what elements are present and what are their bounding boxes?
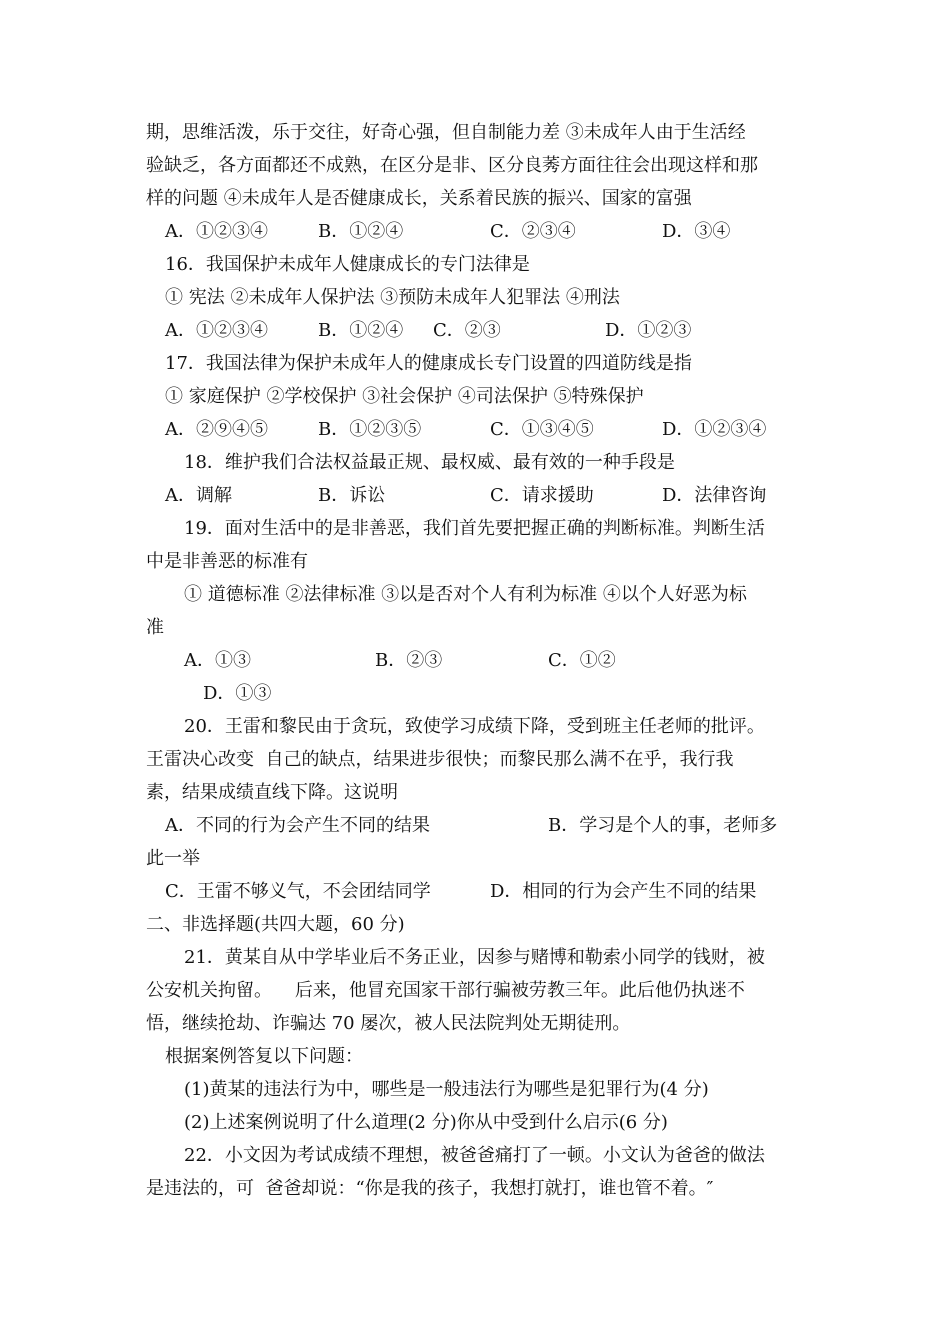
q20-stem: 素，结果成绩直线下降。这说明 [146,782,398,803]
q22-text: 是违法的，可 爸爸却说：“你是我的孩子，我想打就打，谁也管不着。″ [146,1178,714,1199]
q20-option-b-cont: 此一举 [146,848,200,869]
q16-option-c: C．②③ [433,320,501,341]
q19-items: ① 道德标准 ②法律标准 ③以是否对个人有利为标准 ④以个人好恶为标 [184,584,747,605]
q18-option-b: B．诉讼 [318,485,386,506]
q19-stem: 中是非善恶的标准有 [146,551,308,572]
q17-option-b: B．①②③⑤ [318,419,422,440]
q21-text: 悟，继续抢劫、诈骗达 70 屡次，被人民法院判处无期徒刑。 [146,1013,631,1034]
q18-option-a: A．调解 [165,485,232,506]
q18-option-c: C．请求援助 [490,485,594,506]
q19-option-c: C．①② [548,650,616,671]
q19-option-a: A．①③ [184,650,251,671]
q21-part-2: (2)上述案例说明了什么道理(2 分)你从中受到什么启示(6 分) [184,1112,668,1133]
q15-option-b: B．①②④ [318,221,404,242]
q20-option-a: A．不同的行为会产生不同的结果 [165,815,430,836]
q16-items: ① 宪法 ②未成年人保护法 ③预防未成年人犯罪法 ④刑法 [165,287,620,308]
q20-option-b: B．学习是个人的事，老师多 [548,815,778,836]
q21-instruction: 根据案例答复以下问题： [165,1046,363,1067]
q16-option-a: A．①②③④ [165,320,268,341]
q20-stem: 20．王雷和黎民由于贪玩，致使学习成绩下降，受到班主任老师的批评。 [184,716,765,737]
q20-stem: 王雷决心改变 自己的缺点，结果进步很快；而黎民那么满不在乎，我行我 [146,749,734,770]
q17-option-d: D．①②③④ [662,419,767,440]
q15-option-a: A．①②③④ [165,221,268,242]
q15-option-c: C．②③④ [490,221,576,242]
text-line: 期，思维活泼，乐于交往，好奇心强，但自制能力差 ③未成年人由于生活经 [146,122,746,143]
q22-text: 22．小文因为考试成绩不理想，被爸爸痛打了一顿。小文认为爸爸的做法 [184,1145,765,1166]
q19-option-d: D．①③ [203,683,272,704]
q21-part-1: (1)黄某的违法行为中，哪些是一般违法行为哪些是犯罪行为(4 分) [184,1079,709,1100]
q17-option-c: C．①③④⑤ [490,419,594,440]
q20-option-c: C．王雷不够义气，不会团结同学 [165,881,431,902]
q17-items: ① 家庭保护 ②学校保护 ③社会保护 ④司法保护 ⑤特殊保护 [165,386,644,407]
q17-stem: 17．我国法律为保护未成年人的健康成长专门设置的四道防线是指 [165,353,692,374]
q17-option-a: A．②⑨④⑤ [165,419,268,440]
q21-text: 21．黄某自从中学毕业后不务正业，因参与赌博和勒索小同学的钱财，被 [184,947,765,968]
q18-option-d: D．法律咨询 [662,485,767,506]
text-line: 验缺乏，各方面都还不成熟，在区分是非、区分良莠方面往往会出现这样和那 [146,155,758,176]
q19-items: 准 [146,617,164,638]
q16-stem: 16．我国保护未成年人健康成长的专门法律是 [165,254,530,275]
text-line: 样的问题 ④未成年人是否健康成长，关系着民族的振兴、国家的富强 [146,188,692,209]
q16-option-d: D．①②③ [605,320,692,341]
q15-option-d: D．③④ [662,221,731,242]
q19-option-b: B．②③ [375,650,443,671]
q20-option-d: D．相同的行为会产生不同的结果 [490,881,757,902]
q21-text: 公安机关拘留。 后来，他冒充国家干部行骗被劳教三年。此后他仍执迷不 [146,980,745,1001]
q16-option-b: B．①②④ [318,320,404,341]
q18-stem: 18．维护我们合法权益最正规、最权威、最有效的一种手段是 [184,452,675,473]
section-heading: 二、非选择题(共四大题，60 分) [146,914,405,935]
q19-stem: 19．面对生活中的是非善恶，我们首先要把握正确的判断标准。判断生活 [184,518,765,539]
